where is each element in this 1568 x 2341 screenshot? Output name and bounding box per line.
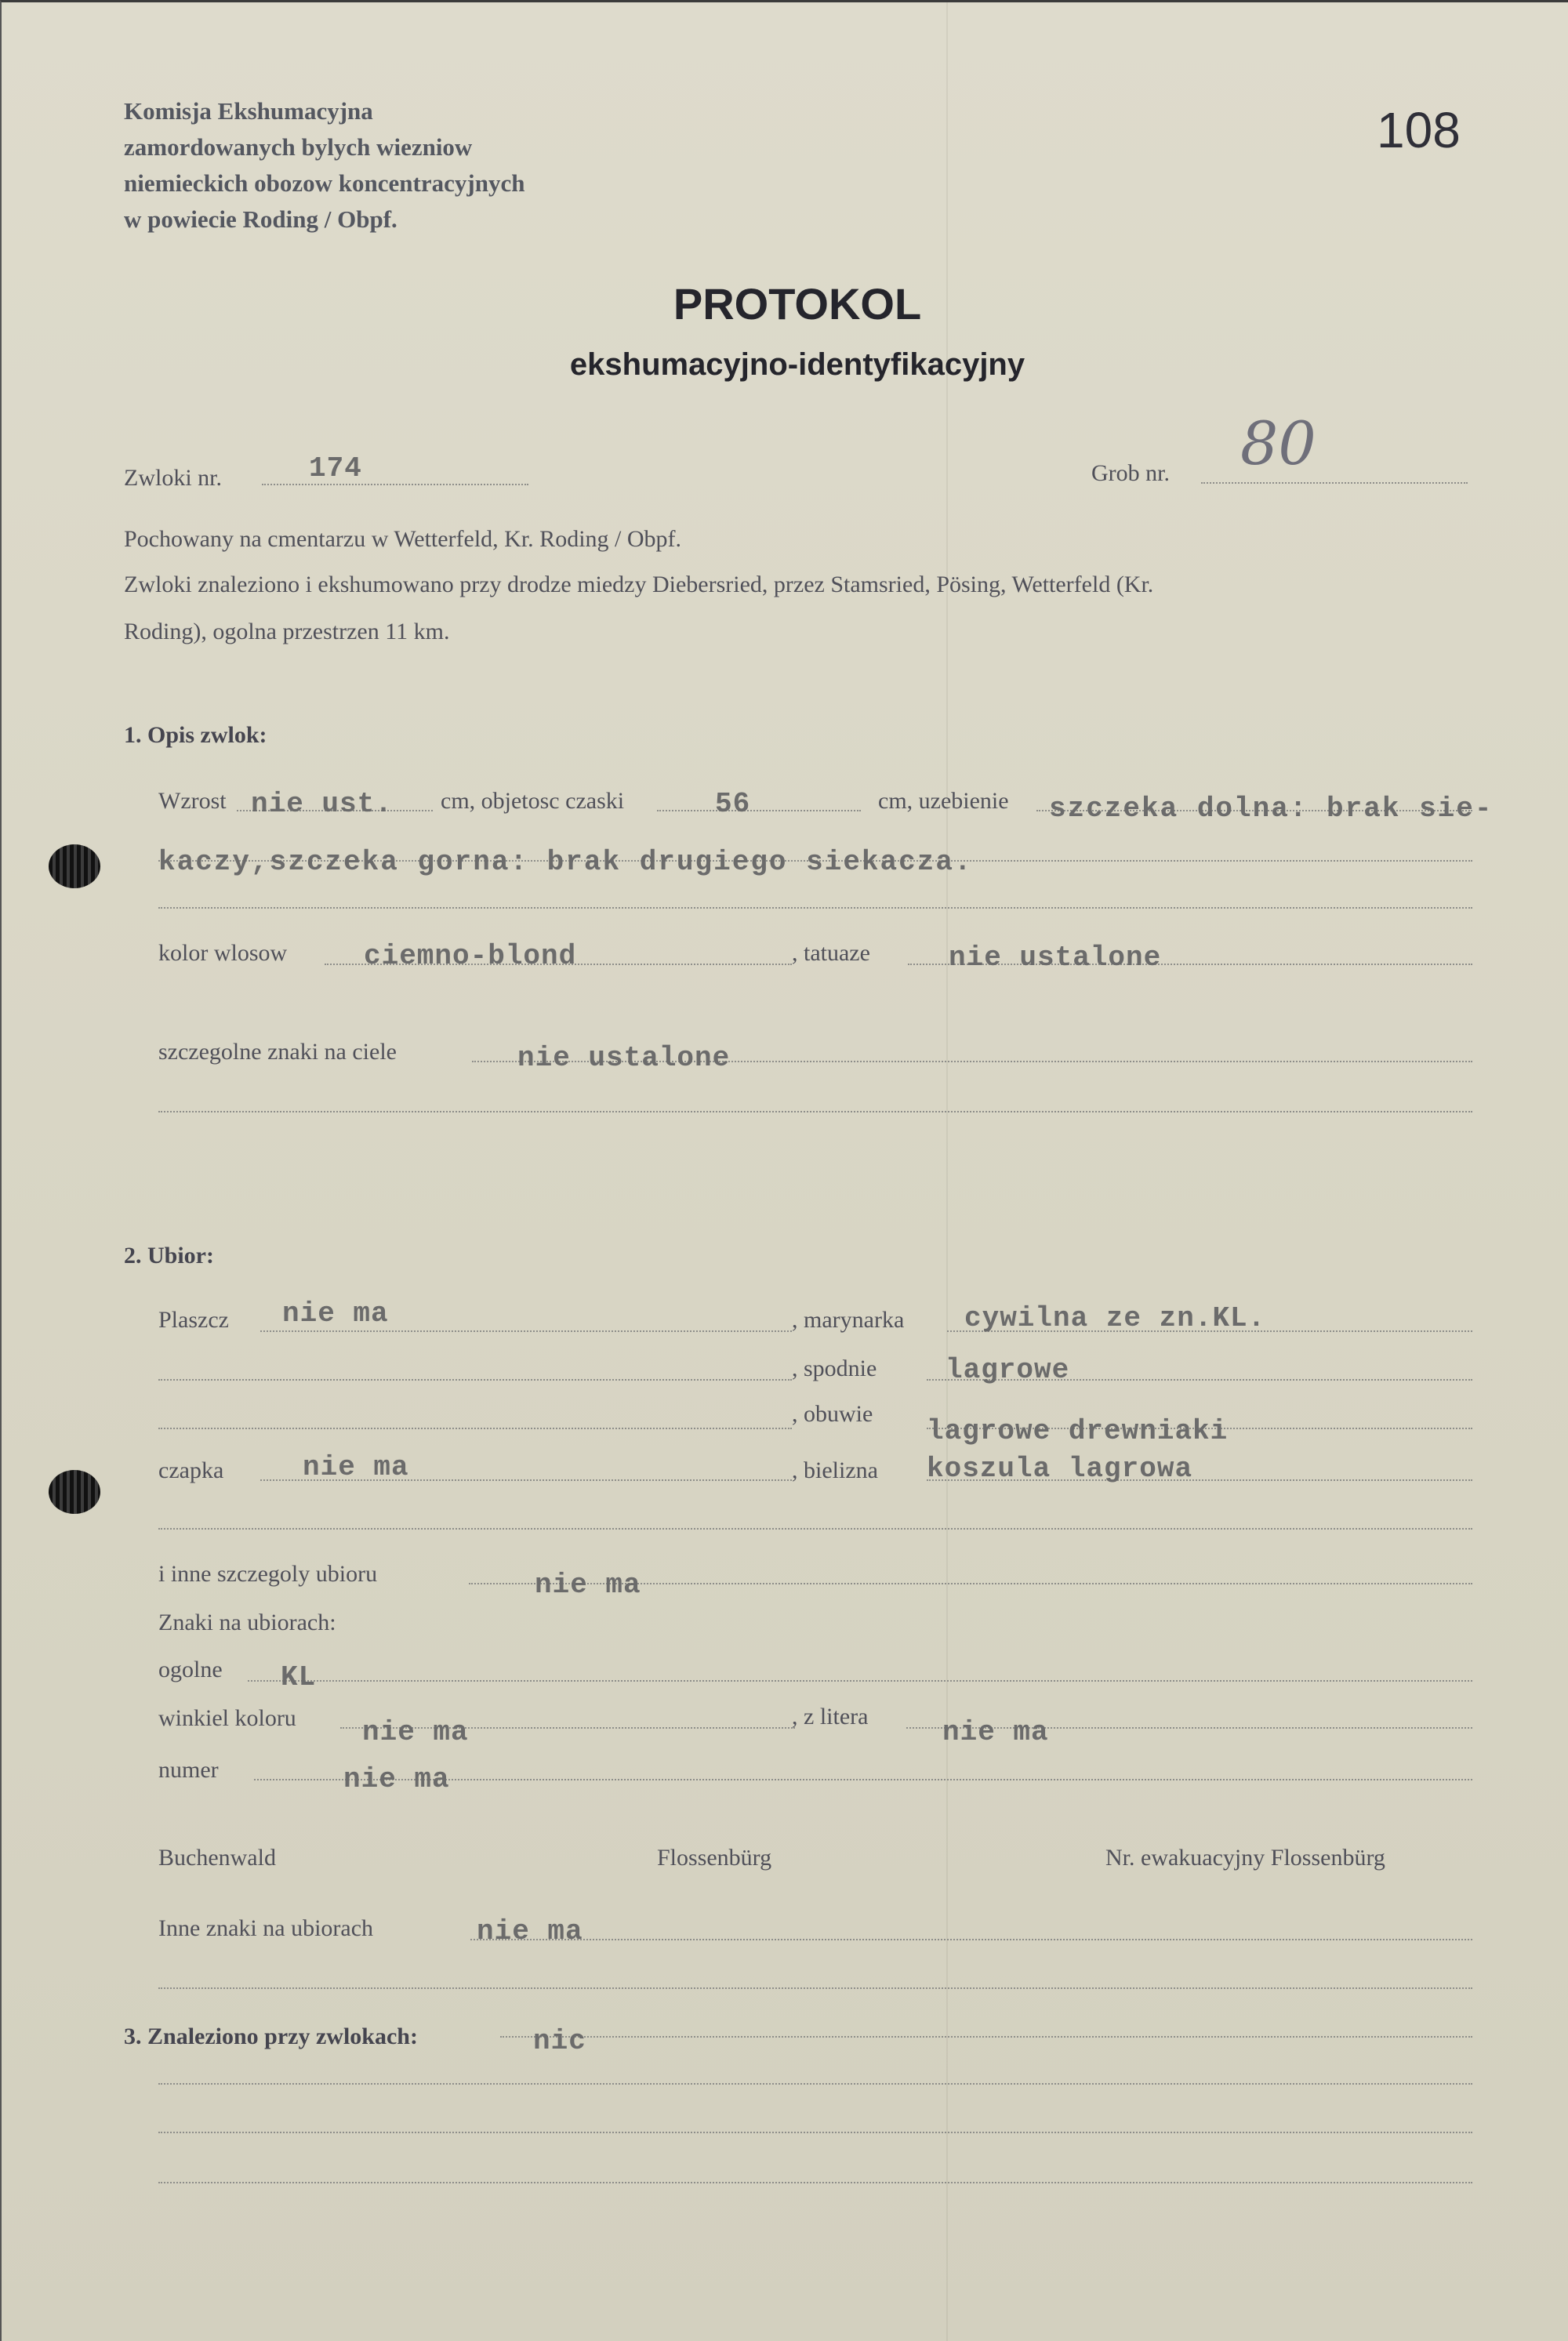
committee-name <box>124 93 524 238</box>
obuwie-label: , obuwie <box>792 1401 873 1427</box>
section-1-heading: 1. Opis zwlok: <box>124 722 267 748</box>
winkiel-value: nie ma <box>362 1716 469 1748</box>
header-line-2: zamordowanych bylych wiezniow <box>124 133 473 161</box>
inne-znaki-line <box>470 1939 1472 1940</box>
inne-znaki-label: Inne znaki na ubiorach <box>158 1915 374 1941</box>
flossenburg-label: Flossenbürg <box>657 1845 772 1871</box>
ubior-blank-line-3 <box>158 1528 1472 1530</box>
znaki-label: szczegolne znaki na ciele <box>158 1039 397 1065</box>
section-2-heading: 2. Ubior: <box>124 1243 214 1268</box>
ogolne-value: KL <box>281 1661 317 1693</box>
czapka-value: nie ma <box>303 1451 409 1483</box>
inne-znaki-value: nie ma <box>477 1915 583 1947</box>
ewakuacyjny-label: Nr. ewakuacyjny Flossenbürg <box>1105 1845 1385 1871</box>
ubior-blank-line-1 <box>158 1379 792 1381</box>
znaki-ubiory-label: Znaki na ubiorach: <box>158 1610 336 1635</box>
punch-hole-top <box>49 844 100 888</box>
wzrost-value: nie ust. <box>251 788 393 820</box>
marynarka-label: , marynarka <box>792 1307 905 1333</box>
obuwie-value: lagrowe drewniaki <box>927 1415 1229 1447</box>
litera-label: , z litera <box>792 1704 869 1729</box>
header-line-4: w powiecie Roding / Obpf. <box>124 205 397 233</box>
bielizna-label: , bielizna <box>792 1457 878 1483</box>
znaki-value: nie ustalone <box>517 1042 731 1074</box>
czaszka-label: cm, objetosc czaski <box>441 788 625 814</box>
plaszcz-value: nie ma <box>282 1298 389 1330</box>
uzebienie-value-1: szczeka dolna: brak sie- <box>1049 793 1494 825</box>
zwloki-number: 174 <box>309 452 362 485</box>
znaki-blank-line <box>158 1111 1472 1112</box>
grob-line <box>1201 482 1468 484</box>
ubior-blank-line-2 <box>158 1428 792 1429</box>
ogolne-line <box>248 1680 1472 1682</box>
punch-hole-bottom <box>49 1470 100 1514</box>
buchenwald-label: Buchenwald <box>158 1845 276 1871</box>
spodnie-label: , spodnie <box>792 1356 877 1381</box>
wlosy-label: kolor wlosow <box>158 940 288 966</box>
zwloki-label: Zwloki nr. <box>124 465 222 491</box>
document-subtitle: ekshumacyjno-identyfikacyjny <box>569 347 1025 382</box>
zwloki-line <box>262 484 528 485</box>
spodnie-value: lagrowe <box>946 1354 1070 1386</box>
section-3-heading: 3. Znaleziono przy zwlokach: <box>124 2023 418 2049</box>
inne-znaki-blank-line <box>158 1987 1472 1989</box>
czaszka-value: 56 <box>715 788 751 820</box>
znaleziono-line <box>500 2036 1472 2038</box>
plaszcz-line <box>260 1330 792 1332</box>
intro-line-3: Roding), ogolna przestrzen 11 km. <box>124 619 450 644</box>
grob-number: 80 <box>1240 408 1316 478</box>
section-3-blank-line-1 <box>158 2083 1472 2085</box>
wzrost-label: Wzrost <box>158 788 227 814</box>
winkiel-label: winkiel koloru <box>158 1705 296 1731</box>
grob-label: Grob nr. <box>1091 460 1170 486</box>
znaleziono-value: nic <box>533 2025 586 2057</box>
inne-szczegoly-label: i inne szczegoly ubioru <box>158 1561 378 1587</box>
section-1-blank-line <box>158 907 1472 909</box>
ogolne-label: ogolne <box>158 1657 223 1682</box>
litera-value: nie ma <box>942 1716 1049 1748</box>
section-3-blank-line-3 <box>158 2182 1472 2183</box>
inne-szczegoly-value: nie ma <box>535 1569 641 1601</box>
plaszcz-label: Plaszcz <box>158 1307 229 1333</box>
tatuaze-value: nie ustalone <box>949 942 1162 974</box>
header-line-1: Komisja Ekshumacyjna <box>124 97 373 125</box>
bielizna-value: koszula lagrowa <box>927 1453 1193 1485</box>
wlosy-value: ciemno-blond <box>364 940 577 972</box>
document-title: PROTOKOL <box>673 279 922 328</box>
czaszka-line <box>657 810 861 811</box>
intro-line-1: Pochowany na cmentarzu w Wetterfeld, Kr. Roding / Obpf. <box>124 526 682 552</box>
page-number: 108 <box>1377 102 1461 158</box>
uzebienie-value-2: kaczy,szczeka gorna: brak drugiego siekacza. <box>158 846 973 878</box>
marynarka-value: cywilna ze zn.KL. <box>964 1302 1266 1334</box>
czapka-label: czapka <box>158 1457 224 1483</box>
section-3-blank-line-2 <box>158 2132 1472 2133</box>
header-line-3: niemieckich obozow koncentracyjnych <box>124 169 525 197</box>
uzebienie-label: cm, uzebienie <box>878 788 1009 814</box>
tatuaze-label: , tatuaze <box>792 940 870 966</box>
numer-label: numer <box>158 1757 219 1783</box>
intro-line-2: Zwloki znaleziono i ekshumowano przy drodze miedzy Diebersried, przez Stamsried, Pösing, Wetterfeld (Kr. <box>124 572 1154 597</box>
numer-value: nie ma <box>343 1763 450 1795</box>
